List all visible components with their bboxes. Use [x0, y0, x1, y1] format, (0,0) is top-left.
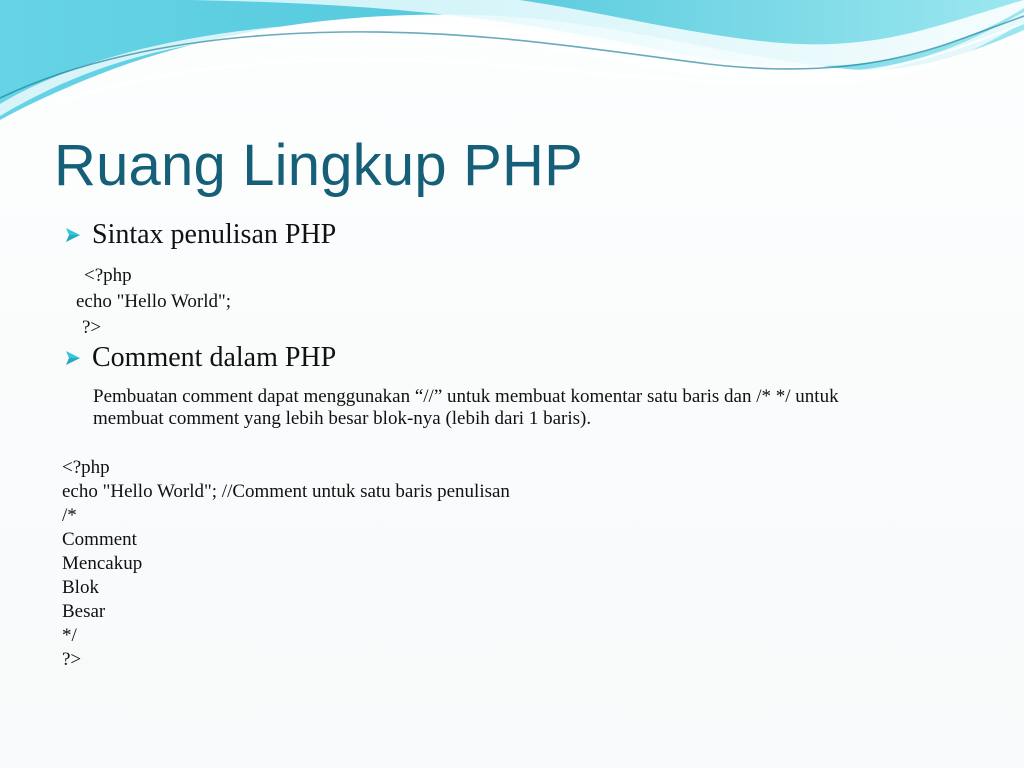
- code-line: <?php: [62, 457, 110, 478]
- bullet-comment-dalam-php: [64, 341, 336, 375]
- code-line: Blok: [62, 577, 99, 598]
- syntax-code-line: echo "Hello World";: [76, 291, 232, 312]
- comment-code-example: [62, 456, 510, 672]
- syntax-code-line: <?php: [84, 265, 132, 286]
- code-line: /*: [62, 505, 77, 526]
- bullet-text: Sintax penulisan PHP: [92, 219, 337, 250]
- slide-title: Ruang Lingkup PHP: [54, 133, 583, 198]
- description-line: membuat comment yang lebih besar blok-nya (lebih dari 1 baris).: [93, 408, 592, 429]
- arrow-bullet-icon: [64, 349, 82, 367]
- bullet-sintax-penulisan-php: [64, 218, 336, 252]
- code-line: ?>: [62, 649, 82, 670]
- syntax-code-line: ?>: [82, 317, 102, 338]
- arrow-bullet-icon: [64, 226, 82, 244]
- bullet-text: Comment dalam PHP: [92, 342, 337, 373]
- code-line: */: [62, 625, 77, 646]
- decorative-wave-header: [0, 0, 1024, 125]
- description-line: Pembuatan comment dapat menggunakan “//” untuk membuat komentar satu baris dan /* */ untuk: [93, 386, 839, 407]
- code-line: echo "Hello World"; //Comment untuk satu baris penulisan: [62, 481, 510, 502]
- code-line: Comment: [62, 529, 137, 550]
- comment-description: [93, 386, 993, 430]
- code-line: Mencakup: [62, 553, 143, 574]
- code-line: Besar: [62, 601, 106, 622]
